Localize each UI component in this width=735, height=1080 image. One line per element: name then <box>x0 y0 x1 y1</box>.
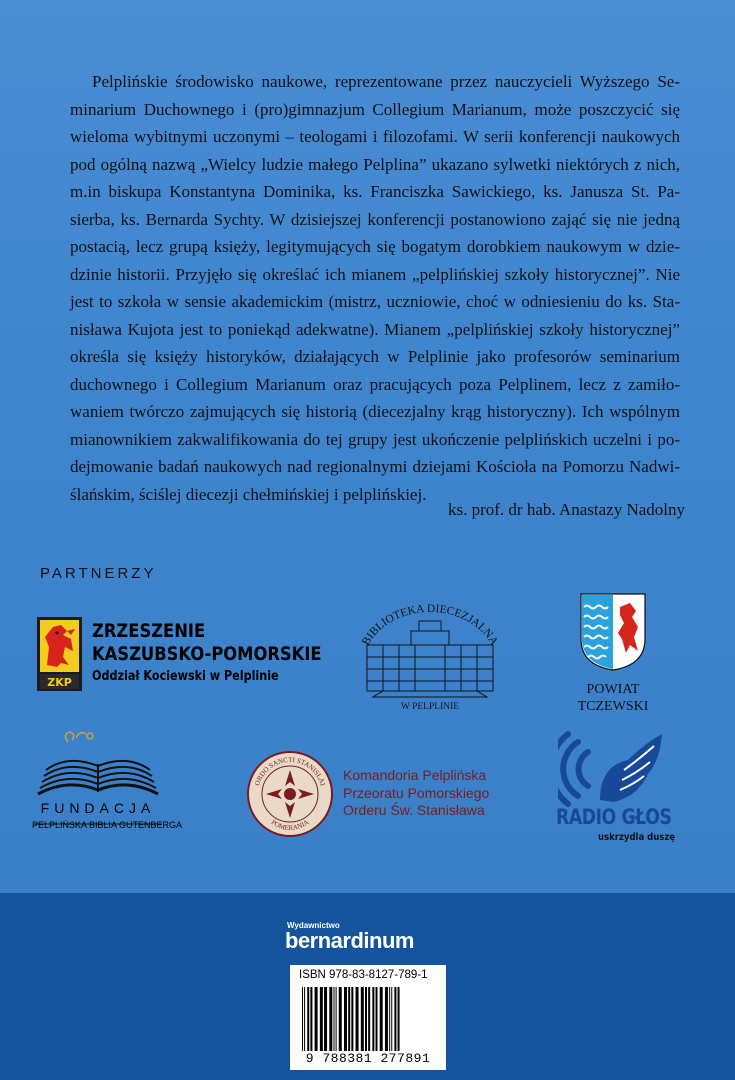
barcode-graphic <box>300 987 438 1051</box>
powiat-label <box>560 681 666 715</box>
order-seal-top-text: ORDO SANCTI STANISLAI <box>253 755 327 787</box>
zkp-griffin-logo <box>37 617 82 691</box>
powiat-line1: POWIAT <box>586 682 640 697</box>
fundacja-title: FUNDACJA <box>40 800 156 816</box>
library-bottom-text: W PELPLINIE <box>400 702 460 712</box>
library-logo <box>345 597 515 715</box>
order-line1: Komandoria Pelplińska <box>343 767 487 783</box>
order-seal-icon <box>246 750 334 838</box>
radio-slogan: uskrzydla duszę <box>598 832 676 843</box>
barcode-box <box>290 965 446 1070</box>
order-line2: Przeoratu Pomorskiego <box>343 784 490 801</box>
description-paragraph: Pelplińskie środowisko naukowe, reprezentowane przez nauczycieli Wyższego Seminarium Duchownego i (pro)gimnazjum Collegium Marianum, może poszczycić się wieloma wybitnymi uczonymi – teologami i filozofami. W serii konferencji naukowych pod ogólną nazwą „Wielcy ludzie małego Pelplina” ukazano sylwetki niektórych z nich, m.in biskupa Konstantyna Dominika, ks. Franciszka Sawickiego, ks. Janusza St. Pasierba, ks. Bernarda Sychty. W dzisiejszej konferencji postanowiono zająć się nie jedną postacią, lecz grupą księży, legitymujących się bogatym dorobkiem naukowym w dziedzinie historii. Przyjęło się określać ich mianem „pelplińskiej szkoły historycznej”. Nie jest to szkoła w sensie akademickim (mistrz, uczniowie, choć w odniesieniu do ks. Stanisława Kujota jest to poniekąd adekwatne). Mianem „pelplińskiej szkoły historycznej” określa się księży historyków, działających w Pelplinie jako profesorów seminarium duchownego i Collegium Marianum oraz pracujących poza Pelplinem, lecz z zamiłowaniem twórczo zajmujących się historią (diecezjalny krąg historyczny). Ich wspólnym mianownikiem zakwalifikowania do tej grupy jest ukończenie pelplińskich uczelni i podejmowanie badań naukowych nad regionalnymi dziejami Kościoła na Pomorzu Nadwiślańskim, ściślej diecezji chełmińskiej i pelplińskiej. <box>70 72 680 504</box>
order-label <box>343 767 489 820</box>
order-seal-bottom-text: POMERANIA <box>269 818 311 833</box>
radio-name: RADIO GŁOS <box>556 805 672 829</box>
powiat-crest-icon <box>580 593 646 671</box>
barcode-digits: 9 788381 277891 <box>305 1051 431 1066</box>
zkp-name <box>92 620 322 666</box>
fundacja-subtitle: PELPLIŃSKA BIBLIA GUTENBERGA <box>32 820 183 830</box>
zkp-badge-text: ZKP <box>47 676 72 689</box>
isbn-label: ISBN 978-83-8127-789-1 <box>299 969 428 981</box>
powiat-line2: TCZEWSKI <box>577 699 649 714</box>
library-arc-text: BIBLIOTEKA DIECEZJALNA <box>360 602 500 648</box>
author-signature: ks. prof. dr hab. Anastazy Nadolny <box>447 500 685 519</box>
publisher-name: bernardinum <box>285 928 414 953</box>
zkp-name-line1: ZRZESZENIE <box>92 620 206 642</box>
zkp-name-line2: KASZUBSKO-POMORSKIE <box>92 643 322 665</box>
radio-wing-icon <box>558 730 668 810</box>
order-line3: Orderu Św. Stanisława <box>343 802 485 818</box>
partners-heading: PARTNERZY <box>40 565 157 582</box>
publisher-label: Wydawnictwo <box>287 921 340 930</box>
zkp-subtitle: Oddział Kociewski w Pelplinie <box>92 669 279 684</box>
